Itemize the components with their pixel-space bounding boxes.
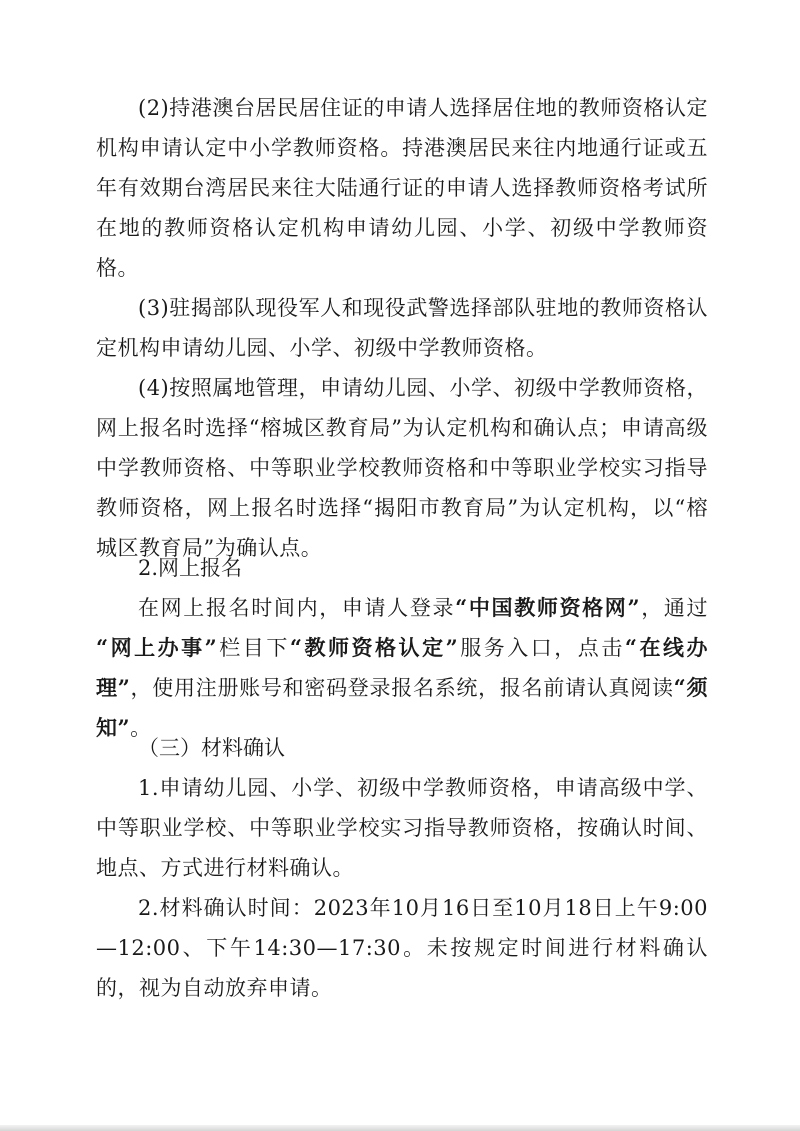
text-segment: 服务入口，点击 [458,636,625,660]
text-segment: 栏目下 [217,636,290,660]
heading-online-registration: 2.网上报名 [138,556,243,580]
link-teacher-qualification-site: “中国教师资格网” [455,595,641,620]
paragraph-material-time: 2.材料确认时间：2023年10月16日至10月18日上午9:00—12:00、下午14:30—17:30。未按规定时间进行材料确认的，视为自动放弃申请。 [96,896,708,1000]
notice-label: “须知” [96,675,708,740]
paragraph-hk-macao-taiwan: (2)持港澳台居民居住证的申请人选择居住地的教师资格认定机构申请认定中小学教师资格。持港澳居民来往内地通行证或五年有效期台湾居民来往大陆通行证的申请人选择教师资格考试所在地的教师资格认定机构申请幼儿园、小学、初级中学教师资格。 [96,96,708,280]
page-bottom-edge [0,1125,800,1131]
paragraph-online-registration [96,588,708,748]
button-online-handling: “在线办理” [96,635,708,700]
text-segment: 在网上报名时间内，申请人登录 [138,596,456,620]
service-qualification-recognition: “教师资格认定” [289,635,459,660]
text-segment: ，通过 [640,596,709,620]
text-segment: ，使用注册账号和密码登录报名系统，报名前请认真阅读 [130,676,674,700]
heading-material-confirmation: （三）材料确认 [138,736,285,760]
paragraph-material-scope: 1.申请幼儿园、小学、初级中学教师资格，申请高级中学、中等职业学校、中等职业学校实习指导教师资格，按确认时间、地点、方式进行材料确认。 [96,776,708,880]
paragraph-military: (3)驻揭部队现役军人和现役武警选择部队驻地的教师资格认定机构申请幼儿园、小学、初级中学教师资格。 [96,296,708,360]
menu-online-services: “网上办事” [96,635,218,660]
text-segment: 。 [130,716,152,740]
paragraph-jurisdiction: (4)按照属地管理，申请幼儿园、小学、初级中学教师资格，网上报名时选择“榕城区教育局”为认定机构和确认点；申请高级中学教师资格、中等职业学校教师资格和中等职业学校实习指导教师资格，网上报名时选择“揭阳市教育局”为认定机构，以“榕城区教育局”为确认点。 [96,376,708,560]
